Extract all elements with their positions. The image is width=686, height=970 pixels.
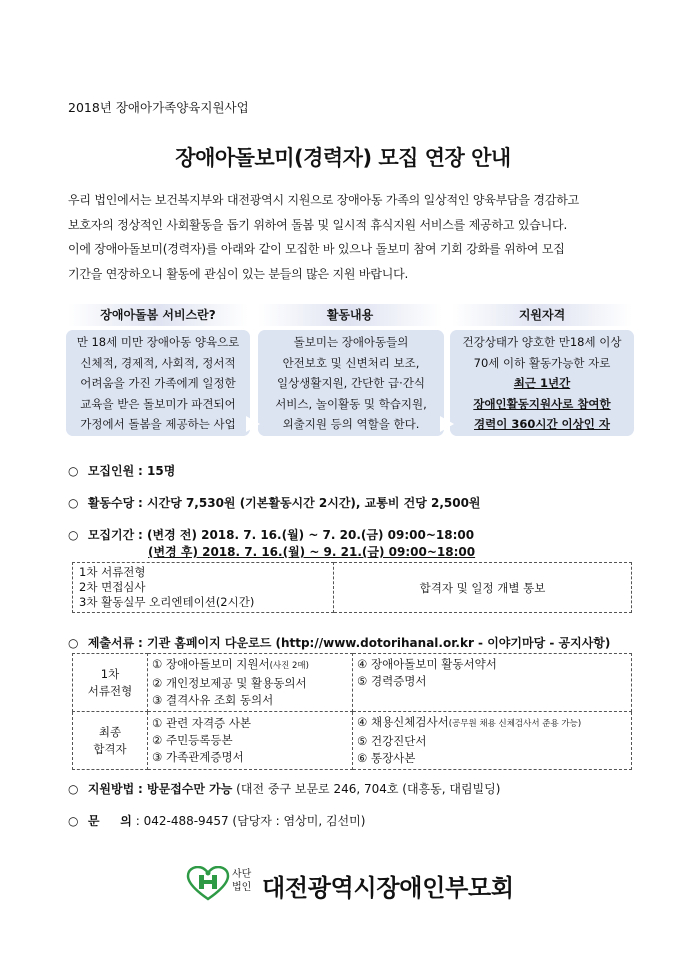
circle-bullet-icon: ○ <box>68 636 79 650</box>
circle-bullet-icon: ○ <box>68 528 79 542</box>
column-line: 돌보미는 장애아동들의 <box>293 335 409 349</box>
activity-pay <box>68 494 481 511</box>
qualification-emphasis: 경력이 360시간 이상인 자 <box>474 417 610 431</box>
doc-item: ③ 결격사유 조회 동의서 <box>152 693 274 707</box>
method-value: : 방문접수만 가능 <box>138 782 233 796</box>
column-heading-activity: 활동내용 <box>258 304 442 326</box>
method-label: 지원방법 <box>87 782 135 796</box>
recruit-value: : 15명 <box>138 464 176 478</box>
column-line: 교육을 받은 돌보미가 파견되어 <box>80 396 236 411</box>
arrow-icon <box>440 416 454 432</box>
pay-value: : 시간당 7,530원 (기본활동시간 2시간), 교통비 건당 2,500원 <box>138 496 481 510</box>
column-heading-qualification: 지원자격 <box>452 304 632 326</box>
qualification-emphasis: 최근 1년간 <box>513 376 571 390</box>
doc-item: ② 개인정보제공 및 활용동의서 <box>152 676 307 690</box>
column-line: 안전보호 및 신변처리 보조, <box>282 355 420 370</box>
documents-label: 제출서류 <box>87 636 135 650</box>
final-round-label-line: 합격자 <box>93 741 127 756</box>
doc-item: ① 장애아돌보미 지원서(사진 2매) <box>152 657 309 671</box>
doc-item: ⑥ 통장사본 <box>357 751 416 765</box>
doc-item: ③ 가족관계증명서 <box>152 750 244 764</box>
first-round-label-line: 1차 <box>100 666 120 681</box>
corp-top: 사단 <box>232 869 252 880</box>
qualification-emphasis: 장애인활동지원사로 참여한 <box>473 396 611 411</box>
first-round-label-line: 서류전형 <box>87 683 133 698</box>
column-line: 신체적, 경제적, 사회적, 정서적 <box>80 355 236 370</box>
first-round-docs-right <box>353 654 632 712</box>
final-round-label <box>73 712 148 770</box>
documents-table <box>72 653 632 770</box>
column-box-qualification <box>450 330 634 436</box>
column-line: 건강상태가 양호한 만18세 이상 <box>462 335 622 349</box>
first-round-docs-left <box>148 654 353 712</box>
recruit-count <box>68 462 175 479</box>
arrow-icon <box>246 416 260 432</box>
period-label: 모집기간 <box>87 528 135 542</box>
final-docs-right <box>353 712 632 770</box>
doc-item: ④ 채용신체검사서(공무원 채용 신체검사서 준용 가능) <box>357 715 582 729</box>
period-after: (변경 후) 2018. 7. 16.(월) ~ 9. 21.(금) 09:00~18:00 <box>148 545 476 559</box>
contact-label: 문 의 <box>87 814 132 828</box>
column-box-service <box>66 330 250 436</box>
intro-line: 보호자의 정상적인 사회활동을 돕기 위하여 돌봄 및 일시적 휴식지원 서비스를 제공하고 있습니다. <box>68 217 568 232</box>
documents-value: : 기관 홈페이지 다운로드 (http://www.dotorihanal.or.kr - 이야기마당 - 공지사항) <box>138 636 611 650</box>
organization-name: 대전광역시장애인부모회 <box>262 874 514 902</box>
first-round-label <box>73 654 148 712</box>
contact-info <box>68 812 365 829</box>
circle-bullet-icon: ○ <box>68 782 79 796</box>
corp-bottom: 법인 <box>232 882 252 893</box>
column-line: 가정에서 돌봄을 제공하는 사업 <box>80 417 236 431</box>
intro-line: 이에 장애아돌보미(경력자)를 아래와 같이 모집한 바 있으나 돌보미 참여 기회 강화를 위하여 모집 <box>68 242 565 256</box>
project-name: 2018년 장애아가족양육지원사업 <box>68 100 249 115</box>
selection-steps <box>73 563 334 613</box>
doc-item: ① 관련 자격증 사본 <box>152 716 252 730</box>
doc-item: ⑤ 건강진단서 <box>357 734 427 748</box>
recruit-period <box>68 526 474 543</box>
selection-table <box>72 562 632 613</box>
selection-step: 1차 서류전형 <box>79 565 146 579</box>
doc-item: ④ 장애아돌보미 활동서약서 <box>357 657 497 671</box>
contact-value: : 042-488-9457 (담당자 : 염상미, 김선미) <box>135 814 366 828</box>
column-heading-service: 장애아돌봄 서비스란? <box>68 304 248 326</box>
method-detail: (대전 중구 보문로 246, 704호 (대흥동, 대림빌딩) <box>236 782 501 796</box>
intro-paragraph <box>68 188 630 286</box>
intro-line: 기간을 연장하오니 활동에 관심이 있는 분들의 많은 지원 바랍니다. <box>68 266 409 281</box>
heart-logo-icon <box>186 866 230 902</box>
pay-label: 활동수당 <box>87 496 135 510</box>
intro-line: 우리 법인에서는 보건복지부와 대전광역시 지원으로 장애아동 가족의 일상적인 양육부담을 경감하고 <box>68 193 579 207</box>
column-line: 외출지원 등의 역할을 한다. <box>282 417 420 431</box>
doc-item: ⑤ 경력증명서 <box>357 674 427 688</box>
page-title: 장애아돌보미(경력자) 모집 연장 안내 <box>175 146 511 170</box>
column-line: 일상생활지원, 간단한 급·간식 <box>277 376 425 390</box>
circle-bullet-icon: ○ <box>68 496 79 510</box>
column-line: 서비스, 놀이활동 및 학습지원, <box>275 396 427 411</box>
circle-bullet-icon: ○ <box>68 464 79 478</box>
selection-step: 3차 활동실무 오리엔테이션(2시간) <box>79 595 255 609</box>
final-docs-left <box>148 712 353 770</box>
doc-item: ② 주민등록등본 <box>152 733 233 747</box>
column-line: 70세 이하 활동가능한 자로 <box>473 355 611 370</box>
recruit-label: 모집인원 <box>87 464 135 478</box>
selection-notice: 합격자 및 일정 개별 통보 <box>334 563 632 613</box>
column-box-activity <box>258 330 444 436</box>
application-method <box>68 780 500 797</box>
documents-heading <box>68 634 610 651</box>
column-line: 어려움을 가진 가족에게 일정한 <box>80 376 236 390</box>
column-line: 만 18세 미만 장애아동 양육으로 <box>76 335 240 349</box>
period-before: : (변경 전) 2018. 7. 16.(월) ~ 7. 20.(금) 09:00~18:00 <box>138 528 475 542</box>
circle-bullet-icon: ○ <box>68 814 79 828</box>
final-round-label-line: 최종 <box>98 724 122 739</box>
selection-step: 2차 면접심사 <box>79 580 146 594</box>
corporation-mark <box>232 868 251 894</box>
